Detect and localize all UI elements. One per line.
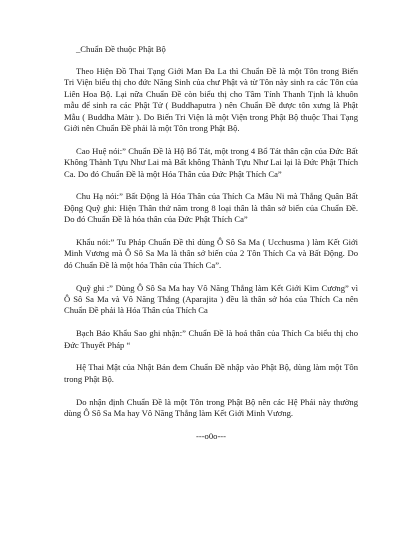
paragraph-quy: Quỹ ghi :” Dùng Ô Sô Sa Ma hay Vô Năng Thắng làm Kết Giới Kim Cương” vì Ô Sô Sa Ma và Vô Năng Thắng (Aparajita ) đều là thân sở hóa của Thích Ca nên Chuẩn Đề phải là Hóa Thân của Thích Ca xyxy=(64,282,358,316)
paragraph-khau: Khẩu nói:” Tu Pháp Chuẩn Đề thì dùng Ô Sô Sa Ma ( Ucchusma ) làm Kết Giới Minh Vương mà Ô Sô Sa Ma là thân sở biến của 2 Tôn Thích Ca và Bất Động. Do đó Chuẩn Đề là một hóa Thân của Thích Ca”. xyxy=(64,237,358,270)
paragraph-conclusion: Do nhận định Chuẩn Đề là một Tôn trong Phật Bộ nên các Hệ Phái này thường dùng Ô Sô Sa Ma hay Vô Năng Thắng làm Kết Giới Minh Vương. xyxy=(64,396,358,419)
paragraph-bien-tri-vien: Theo Hiện Đồ Thai Tạng Giới Man Đa La thì Chuẩn Đề là một Tôn trong Biến Tri Viện biểu thị cho đức Năng Sinh của chư Phật và từ Tôn này sinh ra các Tôn của Liên Hoa Bộ. Lại nữa Chuẩn Đề còn biểu thị cho Tâm Tính Thanh Tịnh là khuôn mẫu để sinh ra các Phật Tử ( Buddhaputra ) nên Chuẩn Đề được tôn xưng là Phật Mẫu ( Buddha Màtr ). Do Biến Tri Viện là một Viện trong Phật Bộ thuộc Thai Tạng Giới nên Chuẩn Đề phải là một Tôn trong Phật Bộ. xyxy=(64,66,358,134)
paragraph-he-thai-mat: Hệ Thai Mật của Nhật Bản đem Chuẩn Đề nhập vào Phật Bộ, dùng làm một Tôn trong Phật Bộ. xyxy=(64,362,358,384)
section-heading: _Chuẩn Đề thuộc Phật Bộ xyxy=(76,44,166,54)
paragraph-chu-ha: Chu Hạ nói:” Bất Động là Hóa Thân của Thích Ca Mâu Ni mà Thắng Quân Bất Động Quỹ ghi: Hiện Thân thứ năm trong 8 loại thân là thân sở biến của Chuẩn Đề. Do đó Chuẩn Đề là hóa thân của Đức Phật Thích Ca” xyxy=(64,191,358,225)
section-divider: ---o0o--- xyxy=(195,430,227,441)
paragraph-cao-hue: Cao Huệ nói:” Chuẩn Đề là Hộ Bổ Tát, một trong 4 Bổ Tát thân cận của Đức Bất Không Thành Tựu Như Lai mà Bất không Thành Tựu Như Lai lại là Đức Phật Thích Ca. Do đó Chuẩn Đề là một Hóa Thân của Đức Phật Thích Ca” xyxy=(64,145,358,179)
paragraph-bach-bao: Bạch Bảo Khẩu Sao ghi nhận:” Chuẩn Đề là hoá thân của Thích Ca biểu thị cho Đức Thuyết Pháp “ xyxy=(64,328,358,350)
